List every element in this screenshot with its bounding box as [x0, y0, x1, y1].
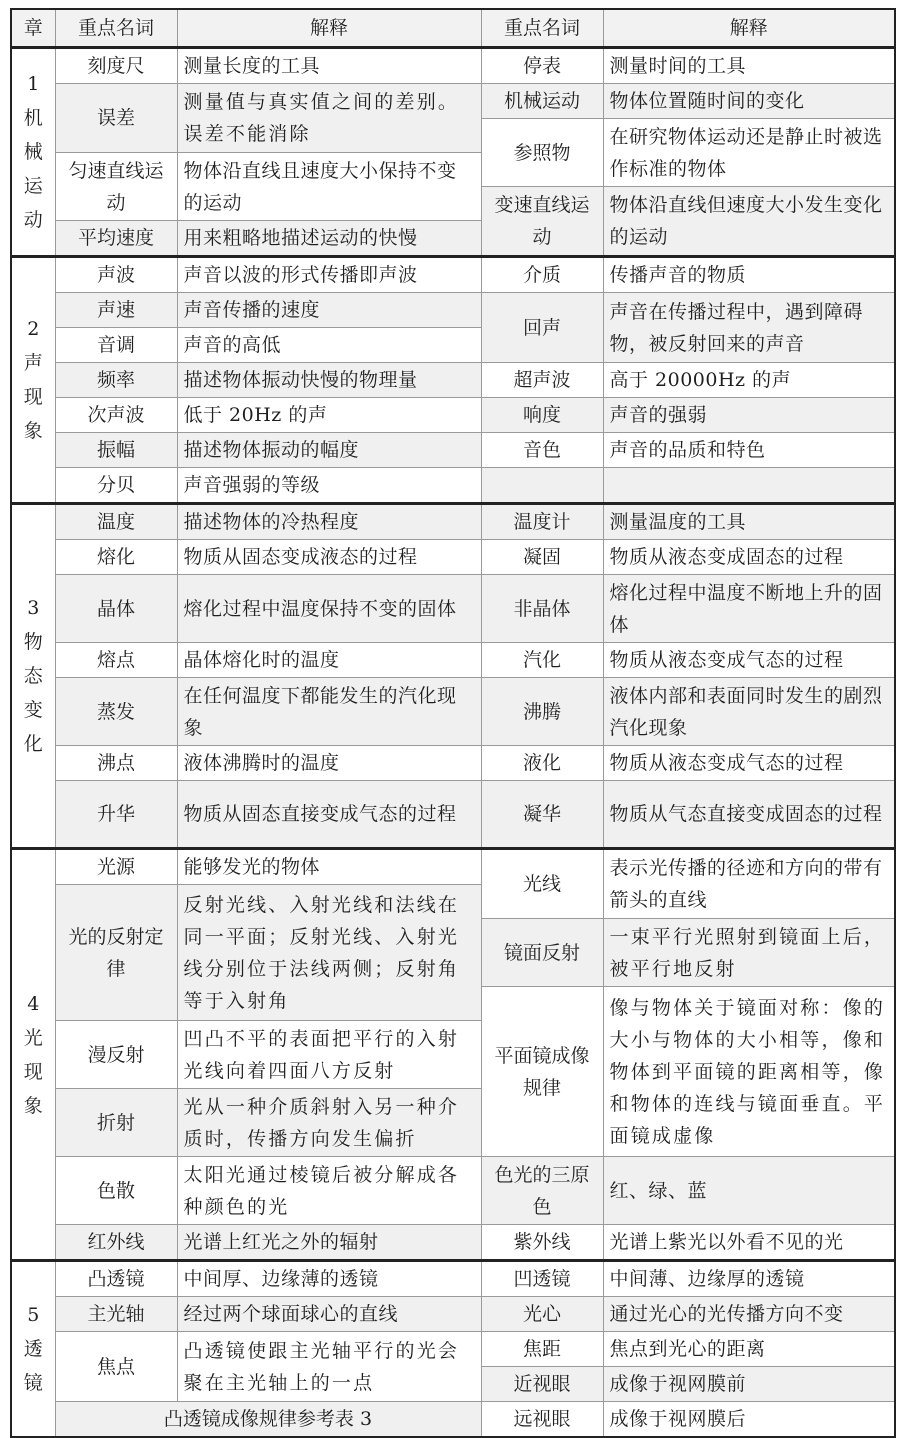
desc-cell: 凸透镜使跟主光轴平行的光会聚在主光轴上的一点 — [177, 1332, 481, 1402]
empty-cell — [481, 468, 603, 504]
table-row — [11, 1157, 895, 1191]
term-cell: 升华 — [55, 781, 177, 849]
term-cell: 介质 — [481, 257, 603, 293]
desc-cell: 熔化过程中温度不断地上升的固体 — [603, 575, 895, 643]
table-row — [11, 575, 895, 643]
chapter-title-char: 运 — [23, 175, 43, 197]
term-cell: 音调 — [55, 328, 177, 363]
chapter-title-char: 动 — [23, 209, 43, 231]
term-cell: 光线 — [481, 849, 603, 919]
chapter-number: 5 — [27, 1304, 40, 1326]
desc-cell: 声音强弱的等级 — [177, 468, 481, 504]
desc-cell: 像与物体关于镜面对称：像的大小与物体的大小相等，像和物体到平面镜的距离相等，像和物体的连线与镜面垂直。平面镜成虚像 — [603, 987, 895, 1157]
desc-cell: 物体沿直线但速度大小发生变化的运动 — [603, 187, 895, 257]
chapter-3-cell — [11, 504, 55, 849]
term-cell: 匀速直线运动 — [55, 153, 177, 221]
term-cell: 紫外线 — [481, 1225, 603, 1261]
desc-cell: 一束平行光照射到镜面上后，被平行地反射 — [603, 919, 895, 987]
term-cell: 汽化 — [481, 643, 603, 678]
table-row — [11, 84, 895, 119]
chapter-title-char: 变 — [23, 699, 43, 721]
desc-cell: 能够发光的物体 — [177, 849, 481, 885]
table-row — [11, 433, 895, 468]
term-cell: 色光的三原色 — [481, 1157, 603, 1225]
glossary-wrapper — [10, 8, 894, 1438]
desc-cell: 传播声音的物质 — [603, 257, 895, 293]
table-row — [11, 1261, 895, 1297]
term-cell: 光源 — [55, 849, 177, 885]
desc-cell: 声音传播的速度 — [177, 293, 481, 328]
term-cell: 平均速度 — [55, 221, 177, 257]
term-cell: 刻度尺 — [55, 48, 177, 84]
table-row — [11, 849, 895, 885]
desc-cell: 成像于视网膜前 — [603, 1367, 895, 1402]
term-cell: 漫反射 — [55, 1021, 177, 1089]
term-cell: 振幅 — [55, 433, 177, 468]
table-row — [11, 1225, 895, 1261]
term-cell: 温度计 — [481, 504, 603, 540]
chapter-1-cell — [11, 48, 55, 257]
term-cell: 沸点 — [55, 746, 177, 781]
term-cell: 近视眼 — [481, 1367, 603, 1402]
desc-cell: 物质从气态直接变成固态的过程 — [603, 781, 895, 849]
desc-cell: 光谱上紫光以外看不见的光 — [603, 1225, 895, 1261]
desc-cell: 焦点到光心的距离 — [603, 1332, 895, 1367]
term-cell: 回声 — [481, 293, 603, 363]
desc-cell: 描述物体振动的幅度 — [177, 433, 481, 468]
term-cell: 熔化 — [55, 540, 177, 575]
table-row — [11, 398, 895, 433]
term-cell: 凸透镜 — [55, 1261, 177, 1297]
desc-cell: 红、绿、蓝 — [603, 1157, 895, 1225]
physics-glossary-table — [10, 8, 896, 1438]
term-cell: 蒸发 — [55, 678, 177, 746]
desc-cell: 中间薄、边缘厚的透镜 — [603, 1261, 895, 1297]
chapter-title-char: 现 — [23, 1060, 43, 1083]
term-cell: 远视眼 — [481, 1402, 603, 1438]
desc-cell: 中间厚、边缘薄的透镜 — [177, 1261, 481, 1297]
term-cell: 色散 — [55, 1157, 177, 1225]
header-term-right: 重点名词 — [481, 9, 603, 48]
chapter-title-char: 透 — [23, 1338, 43, 1360]
term-cell: 凝华 — [481, 781, 603, 849]
term-cell: 平面镜成像规律 — [481, 987, 603, 1157]
table-row — [11, 540, 895, 575]
term-cell: 凝固 — [481, 540, 603, 575]
term-cell: 熔点 — [55, 643, 177, 678]
desc-cell: 声音在传播过程中，遇到障碍物，被反射回来的声音 — [603, 293, 895, 363]
desc-cell: 光谱上红光之外的辐射 — [177, 1225, 481, 1261]
chapter-title-char: 物 — [23, 631, 43, 653]
chapter-title-char: 镜 — [23, 1372, 43, 1394]
desc-cell: 成像于视网膜后 — [603, 1402, 895, 1438]
desc-cell: 声音以波的形式传播即声波 — [177, 257, 481, 293]
chapter-2-cell — [11, 257, 55, 504]
header-term-left: 重点名词 — [55, 9, 177, 48]
table-row — [11, 746, 895, 781]
term-cell: 温度 — [55, 504, 177, 540]
term-cell: 沸腾 — [481, 678, 603, 746]
desc-cell: 声音的高低 — [177, 328, 481, 363]
desc-cell: 经过两个球面球心的直线 — [177, 1297, 481, 1332]
term-cell: 焦距 — [481, 1332, 603, 1367]
chapter-title-char: 机 — [23, 107, 43, 129]
desc-cell: 熔化过程中温度保持不变的固体 — [177, 575, 481, 643]
term-cell: 声波 — [55, 257, 177, 293]
desc-cell: 声音的品质和特色 — [603, 433, 895, 468]
desc-cell: 液体内部和表面同时发生的剧烈汽化现象 — [603, 678, 895, 746]
chapter-5-cell — [11, 1261, 55, 1438]
desc-cell: 测量值与真实值之间的差别。误差不能消除 — [177, 84, 481, 153]
term-cell: 非晶体 — [481, 575, 603, 643]
desc-cell: 描述物体的冷热程度 — [177, 504, 481, 540]
header-desc-left: 解释 — [177, 9, 481, 48]
term-cell: 参照物 — [481, 119, 603, 187]
term-cell: 光的反射定律 — [55, 885, 177, 1021]
chapter-title-char: 械 — [23, 141, 43, 163]
desc-cell: 物质从液态变成气态的过程 — [603, 746, 895, 781]
term-cell: 次声波 — [55, 398, 177, 433]
term-cell: 变速直线运动 — [481, 187, 603, 257]
desc-cell: 物质从固态变成液态的过程 — [177, 540, 481, 575]
desc-cell: 测量时间的工具 — [603, 48, 895, 84]
chapter-title-char: 现 — [23, 386, 43, 408]
table-row — [11, 1332, 895, 1367]
table-row — [11, 1297, 895, 1332]
term-cell: 液化 — [481, 746, 603, 781]
desc-cell: 物质从液态变成气态的过程 — [603, 643, 895, 678]
desc-cell: 在任何温度下都能发生的汽化现象 — [177, 678, 481, 746]
chapter-number: 1 — [27, 73, 40, 95]
term-cell: 频率 — [55, 363, 177, 398]
table-row — [11, 1402, 895, 1438]
term-cell: 光心 — [481, 1297, 603, 1332]
desc-cell: 物质从液态变成固态的过程 — [603, 540, 895, 575]
table-row — [11, 363, 895, 398]
term-cell: 镜面反射 — [481, 919, 603, 987]
term-cell: 焦点 — [55, 1332, 177, 1402]
term-cell: 凹透镜 — [481, 1261, 603, 1297]
term-cell: 停表 — [481, 48, 603, 84]
chapter-4-cell — [11, 849, 55, 1261]
chapter-title-char: 态 — [23, 665, 43, 687]
desc-cell: 通过光心的光传播方向不变 — [603, 1297, 895, 1332]
table-row — [11, 643, 895, 678]
desc-cell: 描述物体振动快慢的物理量 — [177, 363, 481, 398]
chapter-number: 4 — [27, 992, 40, 1015]
desc-cell: 声音的强弱 — [603, 398, 895, 433]
term-cell: 机械运动 — [481, 84, 603, 119]
term-cell: 主光轴 — [55, 1297, 177, 1332]
chapter-title-char: 象 — [23, 1094, 43, 1117]
desc-cell: 凹凸不平的表面把平行的入射光线向着四面八方反射 — [177, 1021, 481, 1089]
chapter-title-char: 化 — [23, 733, 43, 755]
table-row — [11, 293, 895, 328]
chapter-title-char: 光 — [23, 1026, 43, 1049]
desc-cell: 低于 20Hz 的声 — [177, 398, 481, 433]
term-cell: 声速 — [55, 293, 177, 328]
desc-cell: 反射光线、入射光线和法线在同一平面；反射光线、入射光线分别位于法线两侧；反射角等于入射角 — [177, 885, 481, 1021]
desc-cell: 在研究物体运动还是静止时被选作标准的物体 — [603, 119, 895, 187]
header-row — [11, 9, 895, 48]
desc-cell: 晶体熔化时的温度 — [177, 643, 481, 678]
term-cell: 分贝 — [55, 468, 177, 504]
term-cell: 误差 — [55, 84, 177, 153]
term-cell: 超声波 — [481, 363, 603, 398]
table-row — [11, 468, 895, 504]
term-cell: 红外线 — [55, 1225, 177, 1261]
empty-cell — [603, 468, 895, 504]
reference-note: 凸透镜成像规律参考表 3 — [55, 1402, 481, 1438]
desc-cell: 高于 20000Hz 的声 — [603, 363, 895, 398]
desc-cell: 用来粗略地描述运动的快慢 — [177, 221, 481, 257]
table-row — [11, 781, 895, 849]
chapter-number: 2 — [27, 318, 40, 340]
table-row — [11, 257, 895, 293]
term-cell: 响度 — [481, 398, 603, 433]
term-cell: 音色 — [481, 433, 603, 468]
table-row — [11, 48, 895, 84]
desc-cell: 表示光传播的径迹和方向的带有箭头的直线 — [603, 849, 895, 919]
desc-cell: 太阳光通过棱镜后被分解成各种颜色的光 — [177, 1157, 481, 1225]
header-desc-right: 解释 — [603, 9, 895, 48]
term-cell: 折射 — [55, 1089, 177, 1157]
desc-cell: 测量温度的工具 — [603, 504, 895, 540]
table-row — [11, 504, 895, 540]
chapter-title-char: 声 — [23, 352, 43, 374]
desc-cell: 液体沸腾时的温度 — [177, 746, 481, 781]
desc-cell: 物体位置随时间的变化 — [603, 84, 895, 119]
chapter-title-char: 象 — [23, 420, 43, 442]
desc-cell: 物质从固态直接变成气态的过程 — [177, 781, 481, 849]
term-cell: 晶体 — [55, 575, 177, 643]
desc-cell: 物体沿直线且速度大小保持不变的运动 — [177, 153, 481, 221]
header-chapter: 章 — [11, 9, 55, 48]
table-row — [11, 678, 895, 746]
desc-cell: 光从一种介质斜射入另一种介质时，传播方向发生偏折 — [177, 1089, 481, 1157]
desc-cell: 测量长度的工具 — [177, 48, 481, 84]
chapter-number: 3 — [27, 597, 40, 619]
